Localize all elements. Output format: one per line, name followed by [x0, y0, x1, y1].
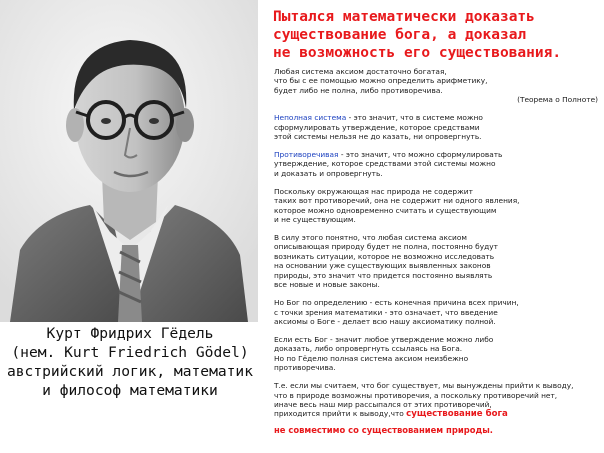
- text-line: этой системы нельзя не до казать, ни опровергнуть.: [274, 132, 482, 142]
- caption-german-name: (нем. Kurt Friedrich Gödel): [11, 344, 249, 361]
- text-segment: приходится прийти к выводу,что: [274, 409, 407, 419]
- caption-description: австрийский логик, математик: [6, 363, 253, 380]
- text-line: [274, 150, 600, 159]
- text-line: аксиомы о Боге - делает всю нашу аксиоматику полной.: [274, 316, 496, 326]
- text-line: что в природе возможны противоречия, а поскольку противоречий нет,: [274, 390, 558, 400]
- text-line: с точки зрения математики - это означает, что введение: [274, 307, 498, 317]
- text-line: противоречива.: [274, 363, 336, 373]
- portrait-caption: [0, 324, 260, 400]
- text-line: [274, 113, 600, 122]
- text-segment: - это значит, что в системе можно: [346, 113, 483, 123]
- text-line: иначе весь наш мир рассыпался от этих противоречий,: [274, 399, 492, 409]
- article-body: [274, 67, 600, 444]
- text-line: Если есть Бог - значит любое утверждение можно либо: [274, 334, 494, 344]
- caption-description-2: и философ математики: [42, 382, 218, 399]
- text-line: будет либо не полна, либо противоречива.: [274, 85, 443, 95]
- portrait-illustration: [0, 0, 258, 322]
- text-line: Поскольку окружающая нас природа не содержит: [274, 186, 473, 196]
- highlight-existence-of-god: существование бога: [406, 409, 508, 420]
- paragraph-conclusion: [274, 381, 600, 435]
- term-incomplete-system: Неполная система: [274, 113, 347, 123]
- text-line: утверждение, которое средствами этой системы можно: [274, 159, 496, 169]
- text-line: доказать, либо опровергнуть ссылаясь на Бога.: [274, 344, 463, 354]
- portrait-photo: [0, 0, 258, 322]
- paragraph-theorem: [274, 67, 600, 105]
- text-line: которое можно одновременно считать и существующим: [274, 205, 497, 215]
- text-line: и не существующим.: [274, 215, 356, 225]
- text-line: [274, 409, 600, 419]
- text-line: природы, это значит что придется постоянно выявлять: [274, 270, 493, 280]
- text-line: В силу этого понятно, что любая система аксиом: [274, 233, 467, 243]
- paragraph-nature: [274, 187, 600, 225]
- text-line: Т.е. если мы считаем, что бог существует, мы вынуждены прийти к выводу,: [274, 381, 574, 391]
- heading-line-2: существование бога, а доказал: [273, 27, 527, 43]
- paragraph-god-definition: [274, 298, 600, 326]
- text-line: Но по Гёделю полная система аксиом неизбежно: [274, 353, 469, 363]
- text-line: возникать ситуации, которое не возможно исследовать: [274, 251, 495, 261]
- heading-line-1: Пытался математически доказать: [273, 9, 535, 25]
- text-line: описывающая природу будет не полна, постоянно будут: [274, 242, 498, 252]
- caption-name: Курт Фридрих Гёдель: [46, 325, 214, 342]
- theorem-label: (Теорема о Полноте): [517, 95, 598, 105]
- paragraph-contradictory: [274, 150, 600, 178]
- text-segment: - это значит, что можно сформулировать: [338, 150, 503, 160]
- heading-line-3: не возможность его существования.: [273, 45, 562, 61]
- text-line: что бы с ее помощью можно определить арифметику,: [274, 76, 488, 86]
- text-line: Любая система аксиом достаточно богатая,: [274, 67, 447, 76]
- text-line: и доказать и опровергнуть.: [274, 168, 383, 178]
- heading: [273, 8, 603, 62]
- text-line: Но Бог по определению - есть конечная причина всех причин,: [274, 298, 519, 308]
- text-line: все новые и новые законы.: [274, 280, 380, 290]
- final-statement: не совместимо со существованием природы.: [274, 424, 493, 435]
- text-line: таких вот противоречий, она не содержит ни одного явления,: [274, 196, 520, 206]
- paragraph-goedel: [274, 335, 600, 373]
- term-contradictory: Противоречивая: [274, 150, 339, 160]
- paragraph-incomplete: [274, 113, 600, 141]
- text-line: сформулировать утверждение, которое средствами: [274, 122, 480, 132]
- paragraph-axioms: [274, 233, 600, 289]
- text-line: на основании уже существующих выявленных законов: [274, 261, 491, 271]
